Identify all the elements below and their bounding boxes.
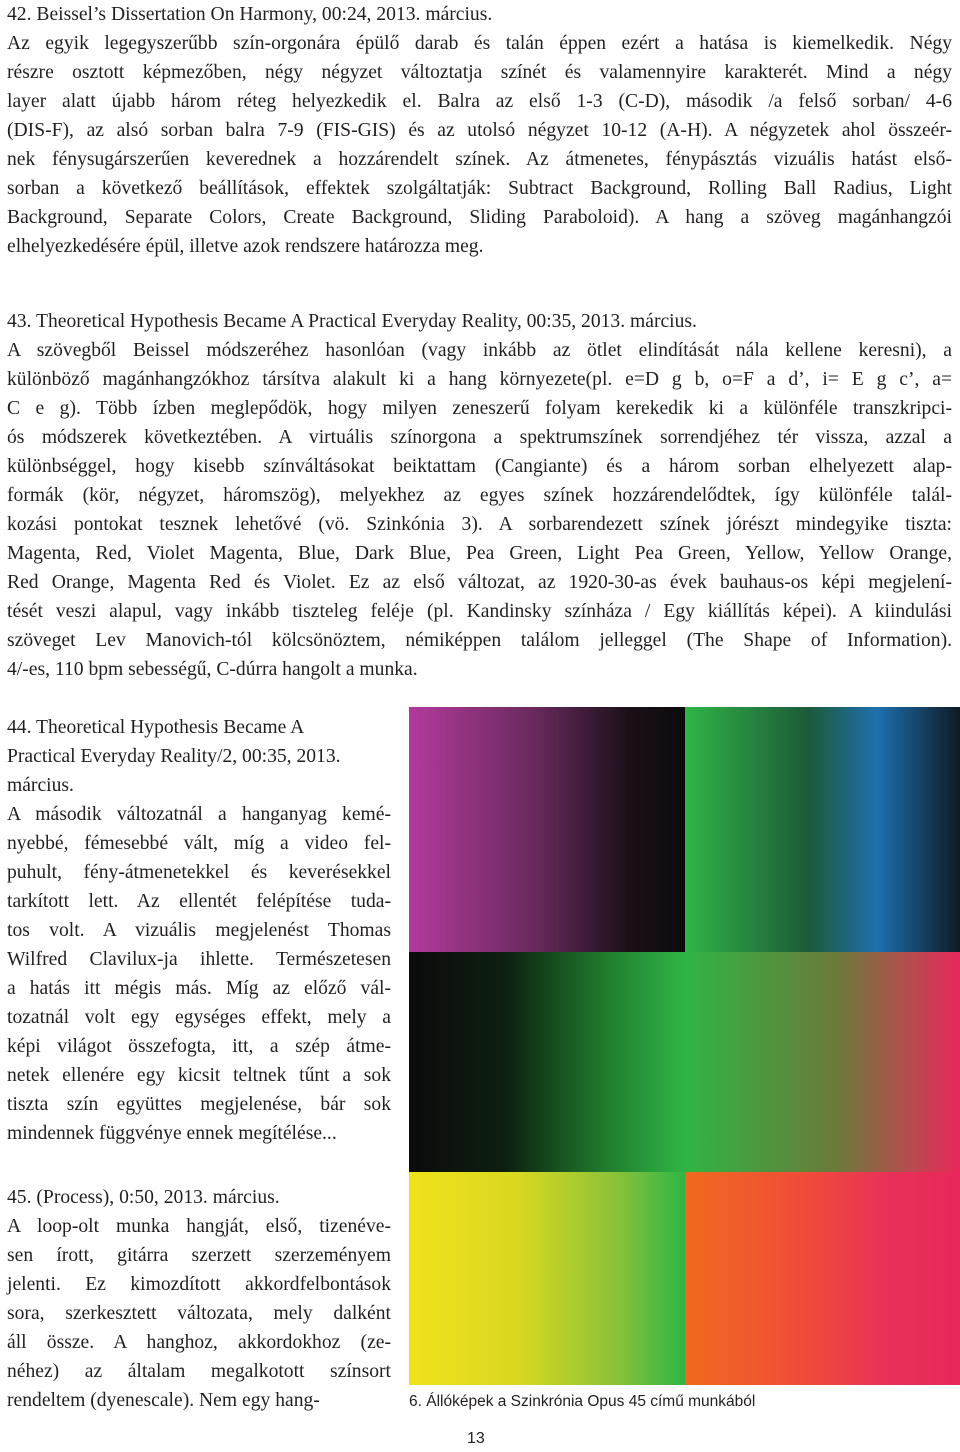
section-44-line: A második változatnál a hanganyag kemé- xyxy=(7,804,391,825)
section-44-line: Wilfred Clavilux-ja ihlette. Természetesen xyxy=(7,949,391,970)
section-45-line: áll össze. A hanghoz, akkordokhoz (ze- xyxy=(7,1332,391,1353)
section-43-line: különböző magánhangzókhoz társítva alakult ki a hang környezete(pl. e=D g b, o=F a d’, i= E g c’, a= xyxy=(7,369,952,390)
section-44-line: a hatás itt mégis más. Míg az előző vál- xyxy=(7,978,391,999)
section-42-line: Background, Separate Colors, Create Background, Sliding Paraboloid). A hang a szöveg magánhangzói xyxy=(7,207,952,228)
section-42-line: részre osztott képmezőben, négy négyzet változtatja színét és valamennyire karakterét. Mind a négy xyxy=(7,62,952,83)
section-42-line: layer alatt újabb három réteg helyezkedik el. Balra az első 1-3 (C-D), második /a felső sorban/ 4-6 xyxy=(7,91,952,112)
section-45-heading: 45. (Process), 0:50, 2013. március. xyxy=(7,1187,280,1208)
section-43-line: Magenta, Red, Violet Magenta, Blue, Dark Blue, Pea Green, Light Pea Green, Yellow, Yellow Orange, xyxy=(7,543,952,564)
section-43-line: kozási pontokat tesznek lehetővé (vö. Szinkónia 3). A sorbarendezett színek jórészt mindegyike tiszta: xyxy=(7,514,952,535)
section-43-line: A szövegből Beissel módszeréhez hasonlóan (vagy inkább az ötlet elindítását nála kellene keresni), a xyxy=(7,340,952,361)
section-43-line: C e g). Több ízben meglepődök, hogy milyen zeneszerű folyam kerekedik ki a különféle transzkripci- xyxy=(7,398,952,419)
section-44-heading: 44. Theoretical Hypothesis Became A xyxy=(7,717,305,738)
section-44-line: netek ellenére egy kicsit teltnek tűnt a sok xyxy=(7,1065,391,1086)
section-43-heading: 43. Theoretical Hypothesis Became A Practical Everyday Reality, 00:35, 2013. március. xyxy=(7,311,697,332)
section-45-line: sora, szerkesztett változata, mely dalként xyxy=(7,1303,391,1324)
section-43-line: 4/-es, 110 bpm sebességű, C-dúrra hangolt a munka. xyxy=(7,659,418,680)
frame-orange-red xyxy=(685,1172,960,1385)
section-42-line: (DIS-F), az alsó sorban balra 7-9 (FIS-GIS) és az utolsó négyzet 10-12 (A-H). A négyzetek ahol összeér- xyxy=(7,120,952,141)
frame-magenta-black xyxy=(409,707,685,952)
figure-caption: 6. Állóképek a Szinkrónia Opus 45 című munkából xyxy=(409,1393,756,1410)
section-44-line: tiszta szín együttes megjelenése, bár sok xyxy=(7,1094,391,1115)
section-45-line: sen írott, gitárra szerzett szerzeményem xyxy=(7,1245,391,1266)
section-42-line: Az egyik legegyszerűbb szín-orgonára épülő darab és talán éppen ezért a hatása is kiemelkedik. Négy xyxy=(7,33,952,54)
section-44-line: mindennek függvénye ennek megítélése... xyxy=(7,1123,337,1144)
section-45-line: A loop-olt munka hangját, első, tizenéve- xyxy=(7,1216,391,1237)
section-44-line: tozatnál volt egy egységes effekt, mely a xyxy=(7,1007,391,1028)
section-45-line: jelenti. Ez kimozdított akkordfelbontások xyxy=(7,1274,391,1295)
section-45-line: rendeltem (dyenescale). Nem egy hang- xyxy=(7,1390,320,1411)
frame-black-green xyxy=(409,952,685,1172)
section-43-line: ós módszerek következtében. A virtuális színorgona a spektrumszínek sorrendjéhez tér vissza, azzal a xyxy=(7,427,952,448)
section-44-line: tos volt. A vizuális megjelenést Thomas xyxy=(7,920,391,941)
section-44-line: képi világot összefogta, itt, a szép átme- xyxy=(7,1036,391,1057)
section-44-heading: Practical Everyday Reality/2, 00:35, 2013. xyxy=(7,746,341,767)
section-43-line: különbséggel, hogy kisebb színváltásokat beiktattam (Cangiante) és a három sorban elhelyezett alap- xyxy=(7,456,952,477)
section-43-line: szöveget Lev Manovich-tól kölcsönöztem, némiképpen találom jelleggel (The Shape of Information). xyxy=(7,630,952,651)
still-frames-image xyxy=(409,707,960,1385)
section-43-line: formák (kör, négyzet, háromszög), melyekhez az egyes színek hozzárendelődtek, így különféle talál- xyxy=(7,485,952,506)
frame-green-red xyxy=(685,952,960,1172)
section-44-heading: március. xyxy=(7,775,74,796)
section-43-line: Red Orange, Magenta Red és Violet. Ez az első változat, az 1920-30-as évek bauhaus-os képi megjelení- xyxy=(7,572,952,593)
section-42-line: sorban a következő beállítások, effektek szolgáltatják: Subtract Background, Rolling Ball Radius, Light xyxy=(7,178,952,199)
frame-green-blue xyxy=(685,707,960,952)
frame-yellow-green xyxy=(409,1172,685,1385)
section-44-line: nyebbé, fémesebbé vált, míg a video fel- xyxy=(7,833,391,854)
section-44-line: tarkított lett. Az ellentét felépítése tuda- xyxy=(7,891,391,912)
section-42-heading: 42. Beissel’s Dissertation On Harmony, 00:24, 2013. március. xyxy=(7,4,493,25)
section-42-line: nek fénysugárszerűen keverednek a hozzárendelt színek. Az átmenetes, fénypásztás vizuális hatást első- xyxy=(7,149,952,170)
section-44-line: puhult, fény-átmenetekkel és keverésekkel xyxy=(7,862,391,883)
section-45-line: néhez) az általam megalkotott színsort xyxy=(7,1361,391,1382)
section-42-line: elhelyezkedésére épül, illetve azok rendszere határozza meg. xyxy=(7,236,484,257)
page-number: 13 xyxy=(467,1430,485,1447)
section-43-line: tését veszi alapul, vagy inkább tiszteleg feléje (pl. Kandinsky színháza / Egy kiállítás képei). A kiindulási xyxy=(7,601,952,622)
